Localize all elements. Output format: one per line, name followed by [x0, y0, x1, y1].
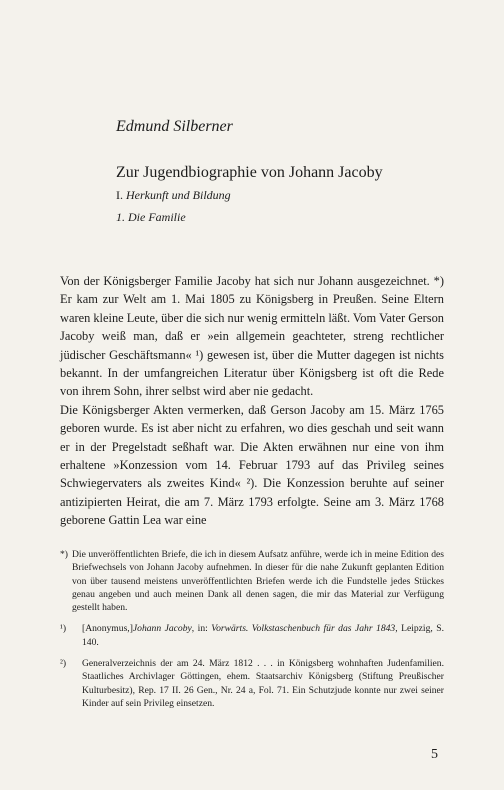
section-heading: [116, 188, 231, 203]
footnote-1: [60, 622, 444, 649]
footnote-mark: ²): [60, 658, 67, 670]
footnote-source: , Leipzig, S. 140.: [82, 623, 445, 648]
paragraph: Von der Königsberger Familie Jacoby hat sich nur Johann ausgezeichnet. *) Er kam zur Welt am 1. Mai 1805 zu Königsberg in Preußen. Seine Eltern waren kleine Leute, über die sich nur wenig ermitteln läßt. Vom Vater Gerson Jacoby weiß man, daß er »ein allgemein geachteter, streng rechtlicher jüdischer Geschäftsmann« ¹) gewesen ist, über die Mutter dagegen ist nichts bekannt. In der umfangreichen Literatur über Königsberg ist oft die Rede von ihrem Sohn, ihrer selbst wird aber nie gedacht.: [60, 274, 444, 399]
subsection-heading: 1. Die Familie: [116, 210, 186, 224]
footnote-book: Vorwärts. Volkstaschenbuch für das Jahr 1843: [211, 623, 396, 635]
footnote-star: [60, 548, 444, 614]
author-name: Edmund Silberner: [116, 118, 233, 135]
footnote-text: Generalverzeichnis der am 24. März 1812 . . . in Königsberg wohnhaften Judenfamilien. Staatliches Archivlager Göttingen, ehem. Staatsarchiv Königsberg (Stiftung Preußischer Kulturbesitz), Rep. 17 II. 26 Gen., Nr. 24 a, Fol. 71. Ein Schutzjude konnte nur zwei seiner Kinder auf sein Privileg einsetzen.: [82, 658, 444, 709]
footnotes: [60, 548, 444, 718]
footnote-connector: , in:: [191, 623, 212, 635]
footnote-text: Die unveröffentlichten Briefe, die ich in diesem Aufsatz anführe, werde ich in meine Edition des Briefwechsels von Johann Jacoby aufnehmen. In dieser für die nahe Zukunft geplanten Edition von über tausend meistens unveröffentlichten Briefen werde ich die Fundstelle jedes Stückes genau angeben und auch meinen Dank all denen sagen, die mir das Material zur Verfügung gestellt haben.: [72, 549, 444, 614]
footnote-2: [60, 657, 444, 710]
footnote-name: Johann Jacoby: [132, 623, 192, 635]
paragraph: Die Königsberger Akten vermerken, daß Gerson Jacoby am 15. März 1765 geboren wurde. Es ist aber nicht zu erfahren, wo dies geschah und seit wann er in der Pregelstadt seßhaft war. Die Akten erwähnen nur eine von ihm erhaltene »Konzession vom 14. Februar 1793 auf das Privileg seines Schwiegervaters als zweites Kind« ²). Die Konzession beruhte auf seiner antizipierten Heirat, die am 7. März 1793 erfolgte. Seine am 3. März 1768 geborene Gattin Lea war eine: [60, 402, 444, 528]
footnote-mark: ¹): [60, 623, 67, 635]
page-number: 5: [431, 747, 438, 762]
section-label: Herkunft und Bildung: [126, 188, 231, 202]
section-number: I.: [116, 188, 123, 202]
body-text: [60, 272, 444, 530]
footnote-text: [82, 622, 444, 649]
footnote-author: [Anonymus,]: [82, 623, 133, 635]
footnote-mark: *): [60, 549, 68, 560]
article-title: Zur Jugendbiographie von Johann Jacoby: [116, 164, 383, 181]
